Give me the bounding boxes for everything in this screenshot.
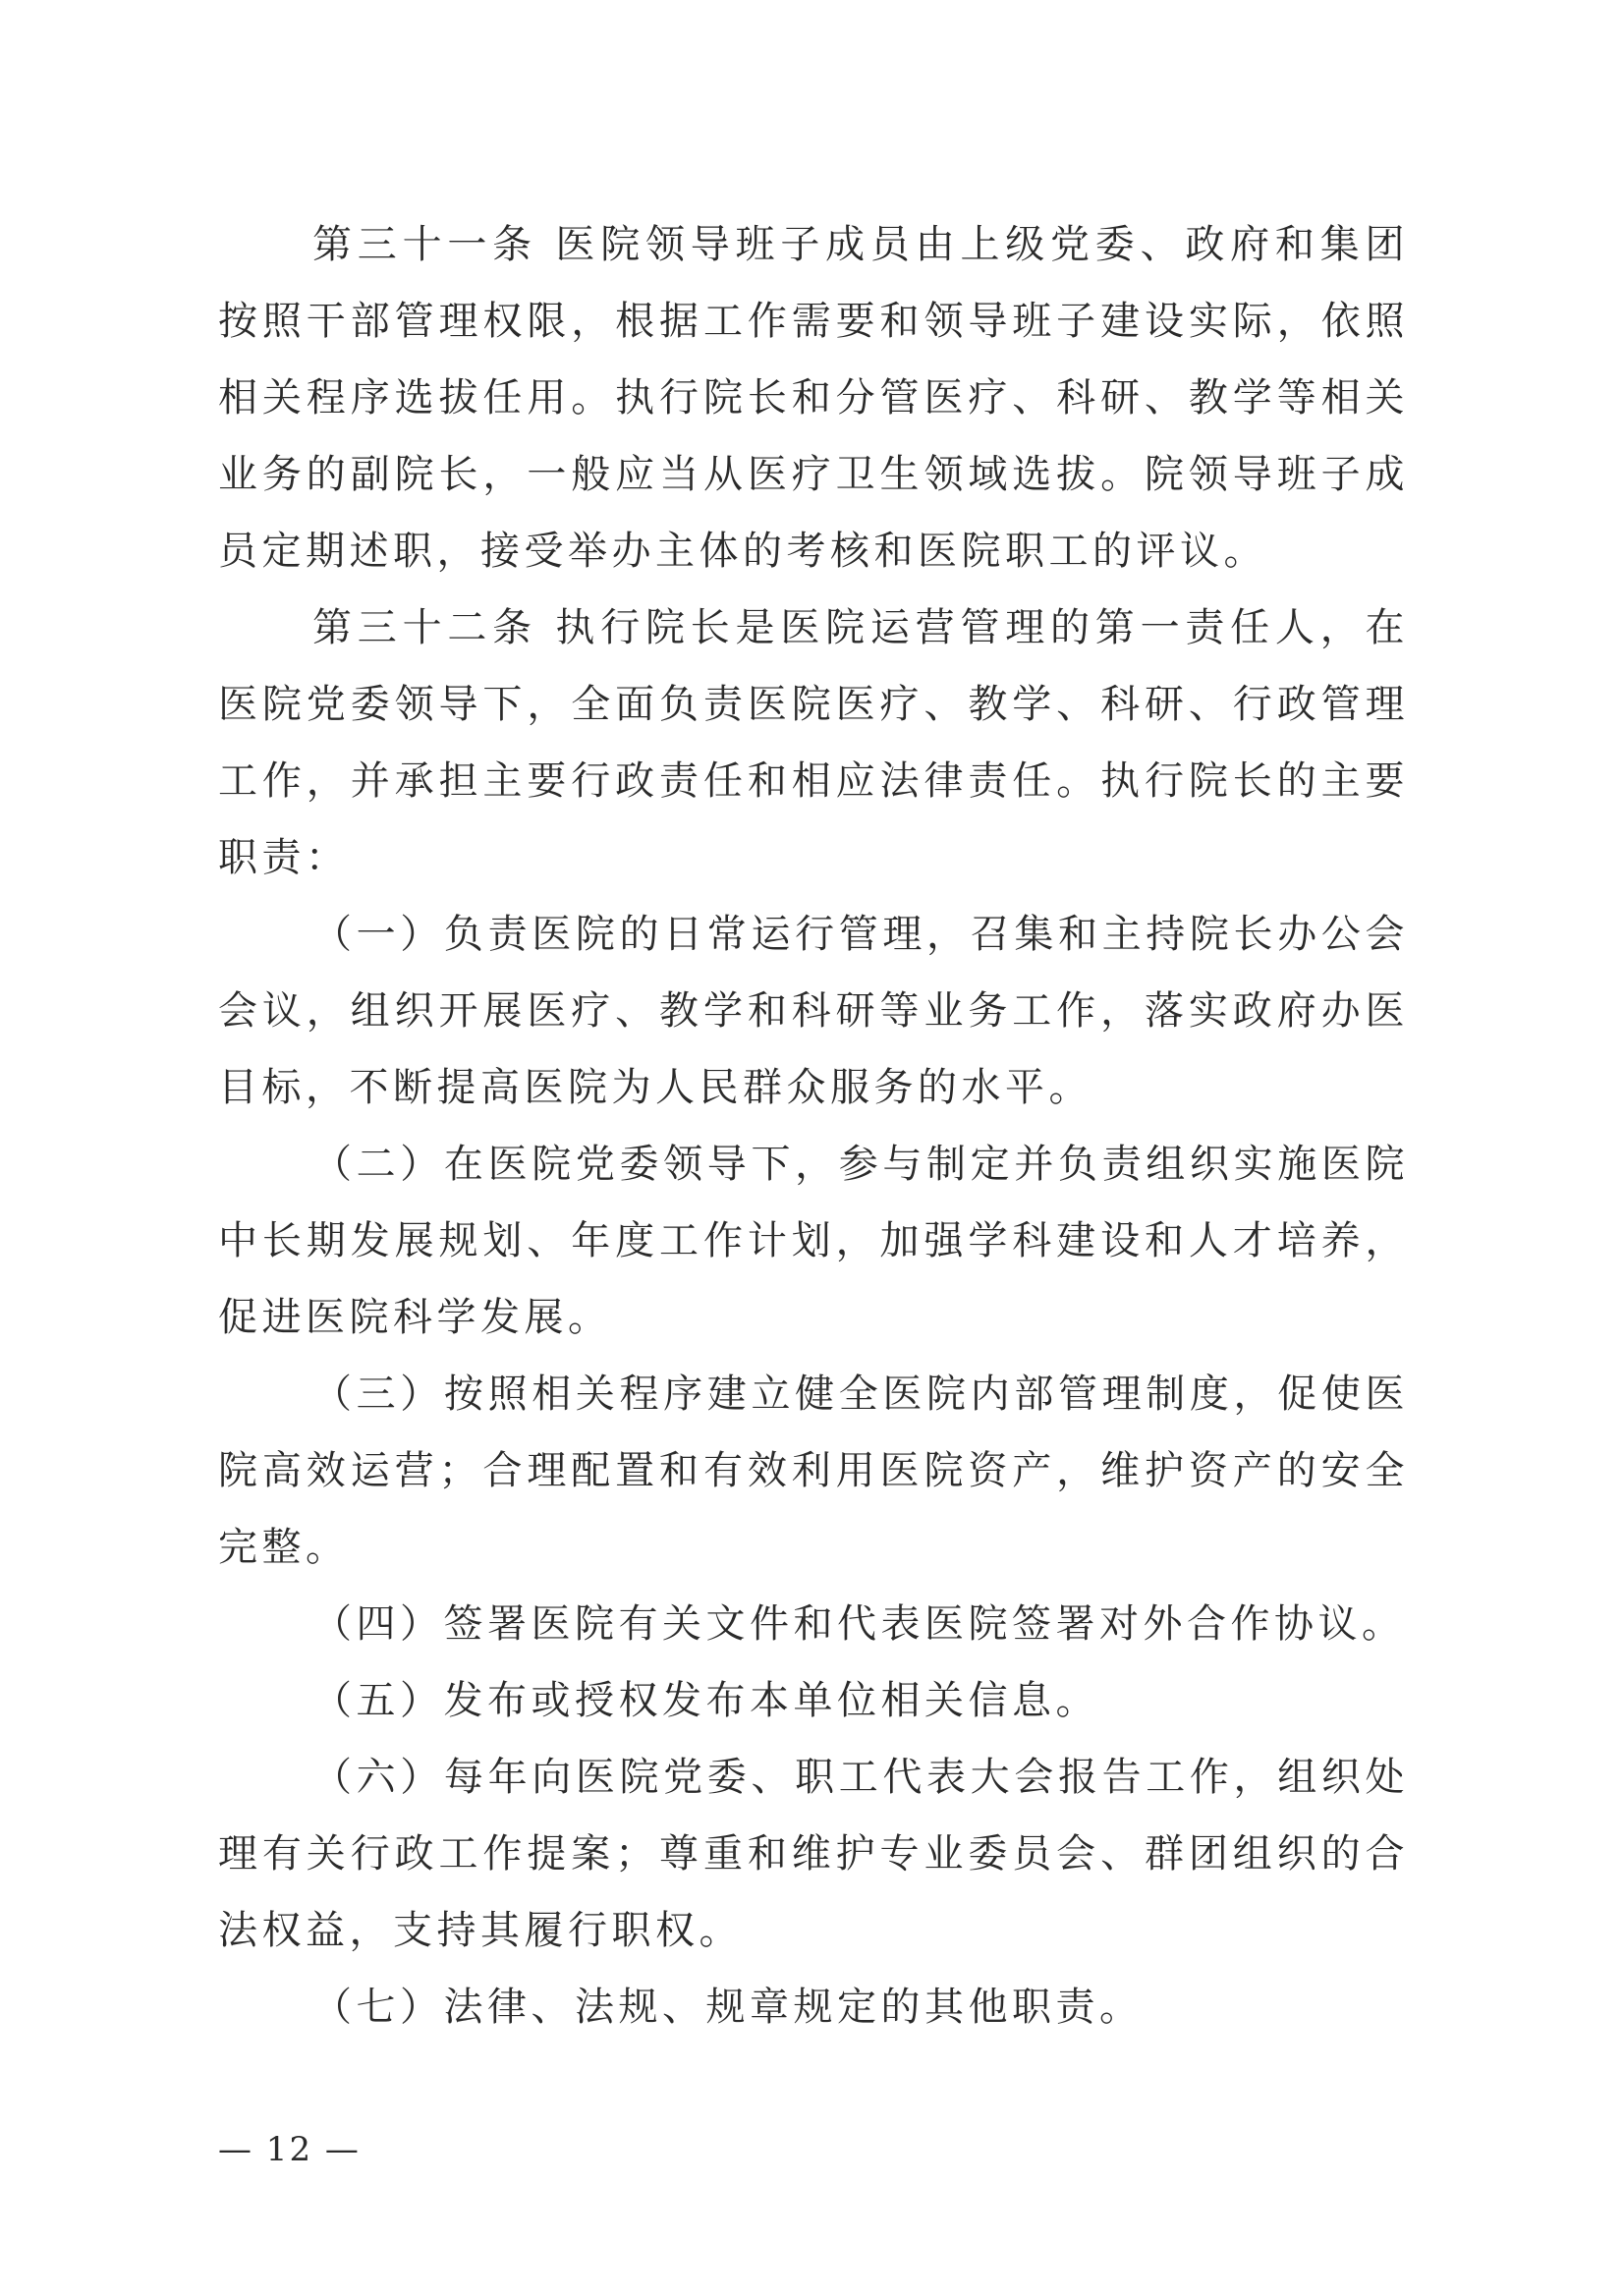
- duty-item-6: （六）每年向医院党委、职工代表大会报告工作，组织处理有关行政工作提案；尊重和维护专业委员会、群团组织的合法权益，支持其履行职权。: [218, 1755, 1409, 1953]
- duty-item-1: （一）负责医院的日常运行管理，召集和主持院长办公会会议，组织开展医疗、教学和科研等业务工作，落实政府办医目标，不断提高医院为人民群众服务的水平。: [218, 912, 1409, 1110]
- duty-item-3: （三）按照相关程序建立健全医院内部管理制度，促使医院高效运营；合理配置和有效利用医院资产，维护资产的安全完整。: [218, 1372, 1409, 1570]
- duty-item-7: （七）法律、法规、规章规定的其他职责。: [312, 1985, 1144, 2030]
- duty-item-4: （四）签署医院有关文件和代表医院签署对外合作协议。: [312, 1601, 1406, 1647]
- document-body: [218, 206, 1409, 2045]
- duty-item-2: （二）在医院党委领导下，参与制定并负责组织实施医院中长期发展规划、年度工作计划，加强学科建设和人才培养，促进医院科学发展。: [218, 1142, 1409, 1340]
- duty-item-5: （五）发布或授权发布本单位相关信息。: [312, 1678, 1099, 1723]
- article-31-paragraph: 第三十一条 医院领导班子成员由上级党委、政府和集团按照干部管理权限，根据工作需要和领导班子建设实际，依照相关程序选拔任用。执行院长和分管医疗、科研、教学等相关业务的副院长，一般应当从医疗卫生领域选拔。院领导班子成员定期述职，接受举办主体的考核和医院职工的评议。: [218, 222, 1409, 574]
- page-number: — 12 —: [218, 2130, 361, 2169]
- article-32-paragraph: 第三十二条 执行院长是医院运营管理的第一责任人，在医院党委领导下，全面负责医院医疗、教学、科研、行政管理工作，并承担主要行政责任和相应法律责任。执行院长的主要职责：: [218, 605, 1409, 880]
